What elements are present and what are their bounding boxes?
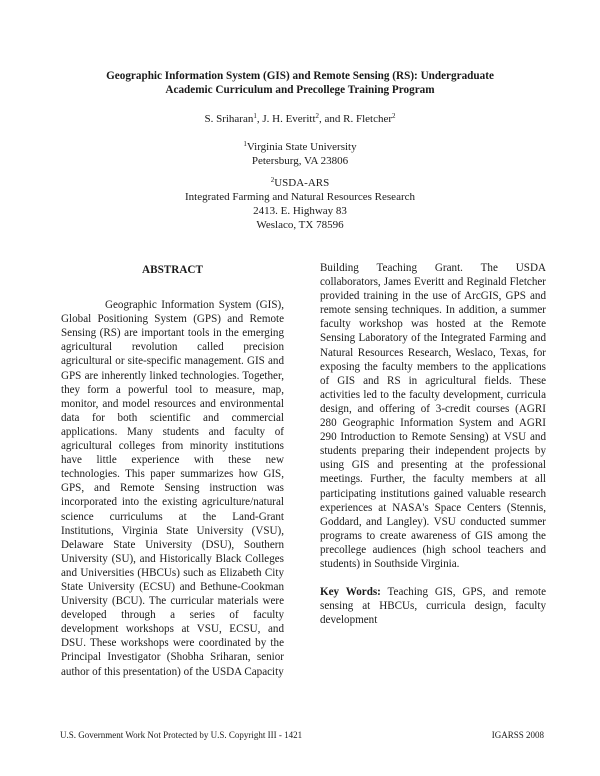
affiliation-line: 2413. E. Highway 83: [253, 205, 347, 217]
paper-title: [60, 69, 540, 97]
keywords-label: Key Words:: [320, 586, 381, 599]
author-sup: 2: [392, 112, 396, 120]
affiliation-line: USDA-ARS: [274, 177, 330, 189]
left-column: [61, 263, 284, 679]
title-line-2: Academic Curriculum and Precollege Training Program: [165, 84, 435, 96]
title-line-1: Geographic Information System (GIS) and Remote Sensing (RS): Undergraduate: [106, 70, 494, 82]
author-name: S. Sriharan: [204, 113, 254, 125]
affiliation-1: [60, 140, 540, 168]
affiliation-sup: 1: [243, 140, 247, 148]
footer-copyright: U.S. Government Work Not Protected by U.S. Copyright III - 1421: [60, 730, 303, 740]
affiliation-line: Virginia State University: [246, 141, 357, 153]
keywords-text: Teaching GIS, GPS, and remote sensing at HBCUs, curricula design, faculty development: [320, 586, 546, 627]
author-sep: , and: [319, 113, 344, 125]
affiliation-line: Integrated Farming and Natural Resources Research: [185, 191, 415, 203]
author-sup: 1: [253, 112, 257, 120]
author-name: R. Fletcher: [343, 113, 393, 125]
affiliation-sup: 2: [270, 176, 275, 184]
author-list: [60, 112, 540, 126]
abstract-heading: ABSTRACT: [142, 264, 203, 276]
author-sup: 2: [315, 112, 320, 120]
right-column: [320, 261, 546, 627]
keywords: [320, 585, 546, 627]
affiliation-line: Weslaco, TX 78596: [256, 219, 344, 231]
abstract-paragraph-right: Building Teaching Grant. The USDA collaborators, James Everitt and Reginald Fletcher provided training in the use of ArcGIS, GPS and remote sensing techniques. In addition, a summer faculty workshop was hosted at the Remote Sensing Laboratory of the Integrated Farming and Natural Resources Research, Weslaco, Texas, for exposing the faculty members to the applications of GIS and RS in agricultural fields. These activities led to the faculty development, curricula design, and offering of 3-credit courses (AGRI 280 Geographic Information System and AGRI 290 Introduction to Remote Sensing) at VSU and students preparing their independent projects by using GIS and presenting at the professional meetings. Further, the faculty members at all participating institutions gained valuable research experiences at NASA's Space Centers (Stennis, Goddard, and Langley). VSU conducted summer programs to create awareness of GIS among the precollege audiences (high school teachers and students) in Southside Virginia.: [320, 262, 546, 570]
author-sep: ,: [256, 113, 263, 125]
footer-conference: IGARSS 2008: [491, 730, 544, 740]
author-name: J. H. Everitt: [262, 113, 316, 125]
affiliation-line: Petersburg, VA 23806: [251, 155, 349, 167]
affiliation-2: [60, 176, 540, 232]
abstract-paragraph-left: Geographic Information System (GIS), Global Positioning System (GPS) and Remote Sensing (RS) are important tools in the emerging agricultural revolution called precision agricultural or site-specific management. GIS and GPS are inherently linked technologies. Together, they form a powerful tool to measure, map, monitor, and model resources and environmental data for both scientific and commercial applications. Many students and faculty of agricultural colleges from minority institutions have little experience with these new technologies. This paper summarizes how GIS, GPS, and Remote Sensing instruction was incorporated into the existing agriculture/natural science curriculums at the Land-Grant Institutions, Virginia State University (VSU), Delaware State University (DSU), Southern University (SU), and Historically Black Colleges and Universities (HBCUs) such as Elizabeth City State University (ECSU) and Bethune-Cookman University (BCU). The curricular materials were developed through a series of faculty development workshops at VSU, ECSU, and DSU. These workshops were coordinated by the Principal Investigator (Shobha Sriharan, senior author of this presentation) of the USDA Capacity: [61, 299, 284, 678]
